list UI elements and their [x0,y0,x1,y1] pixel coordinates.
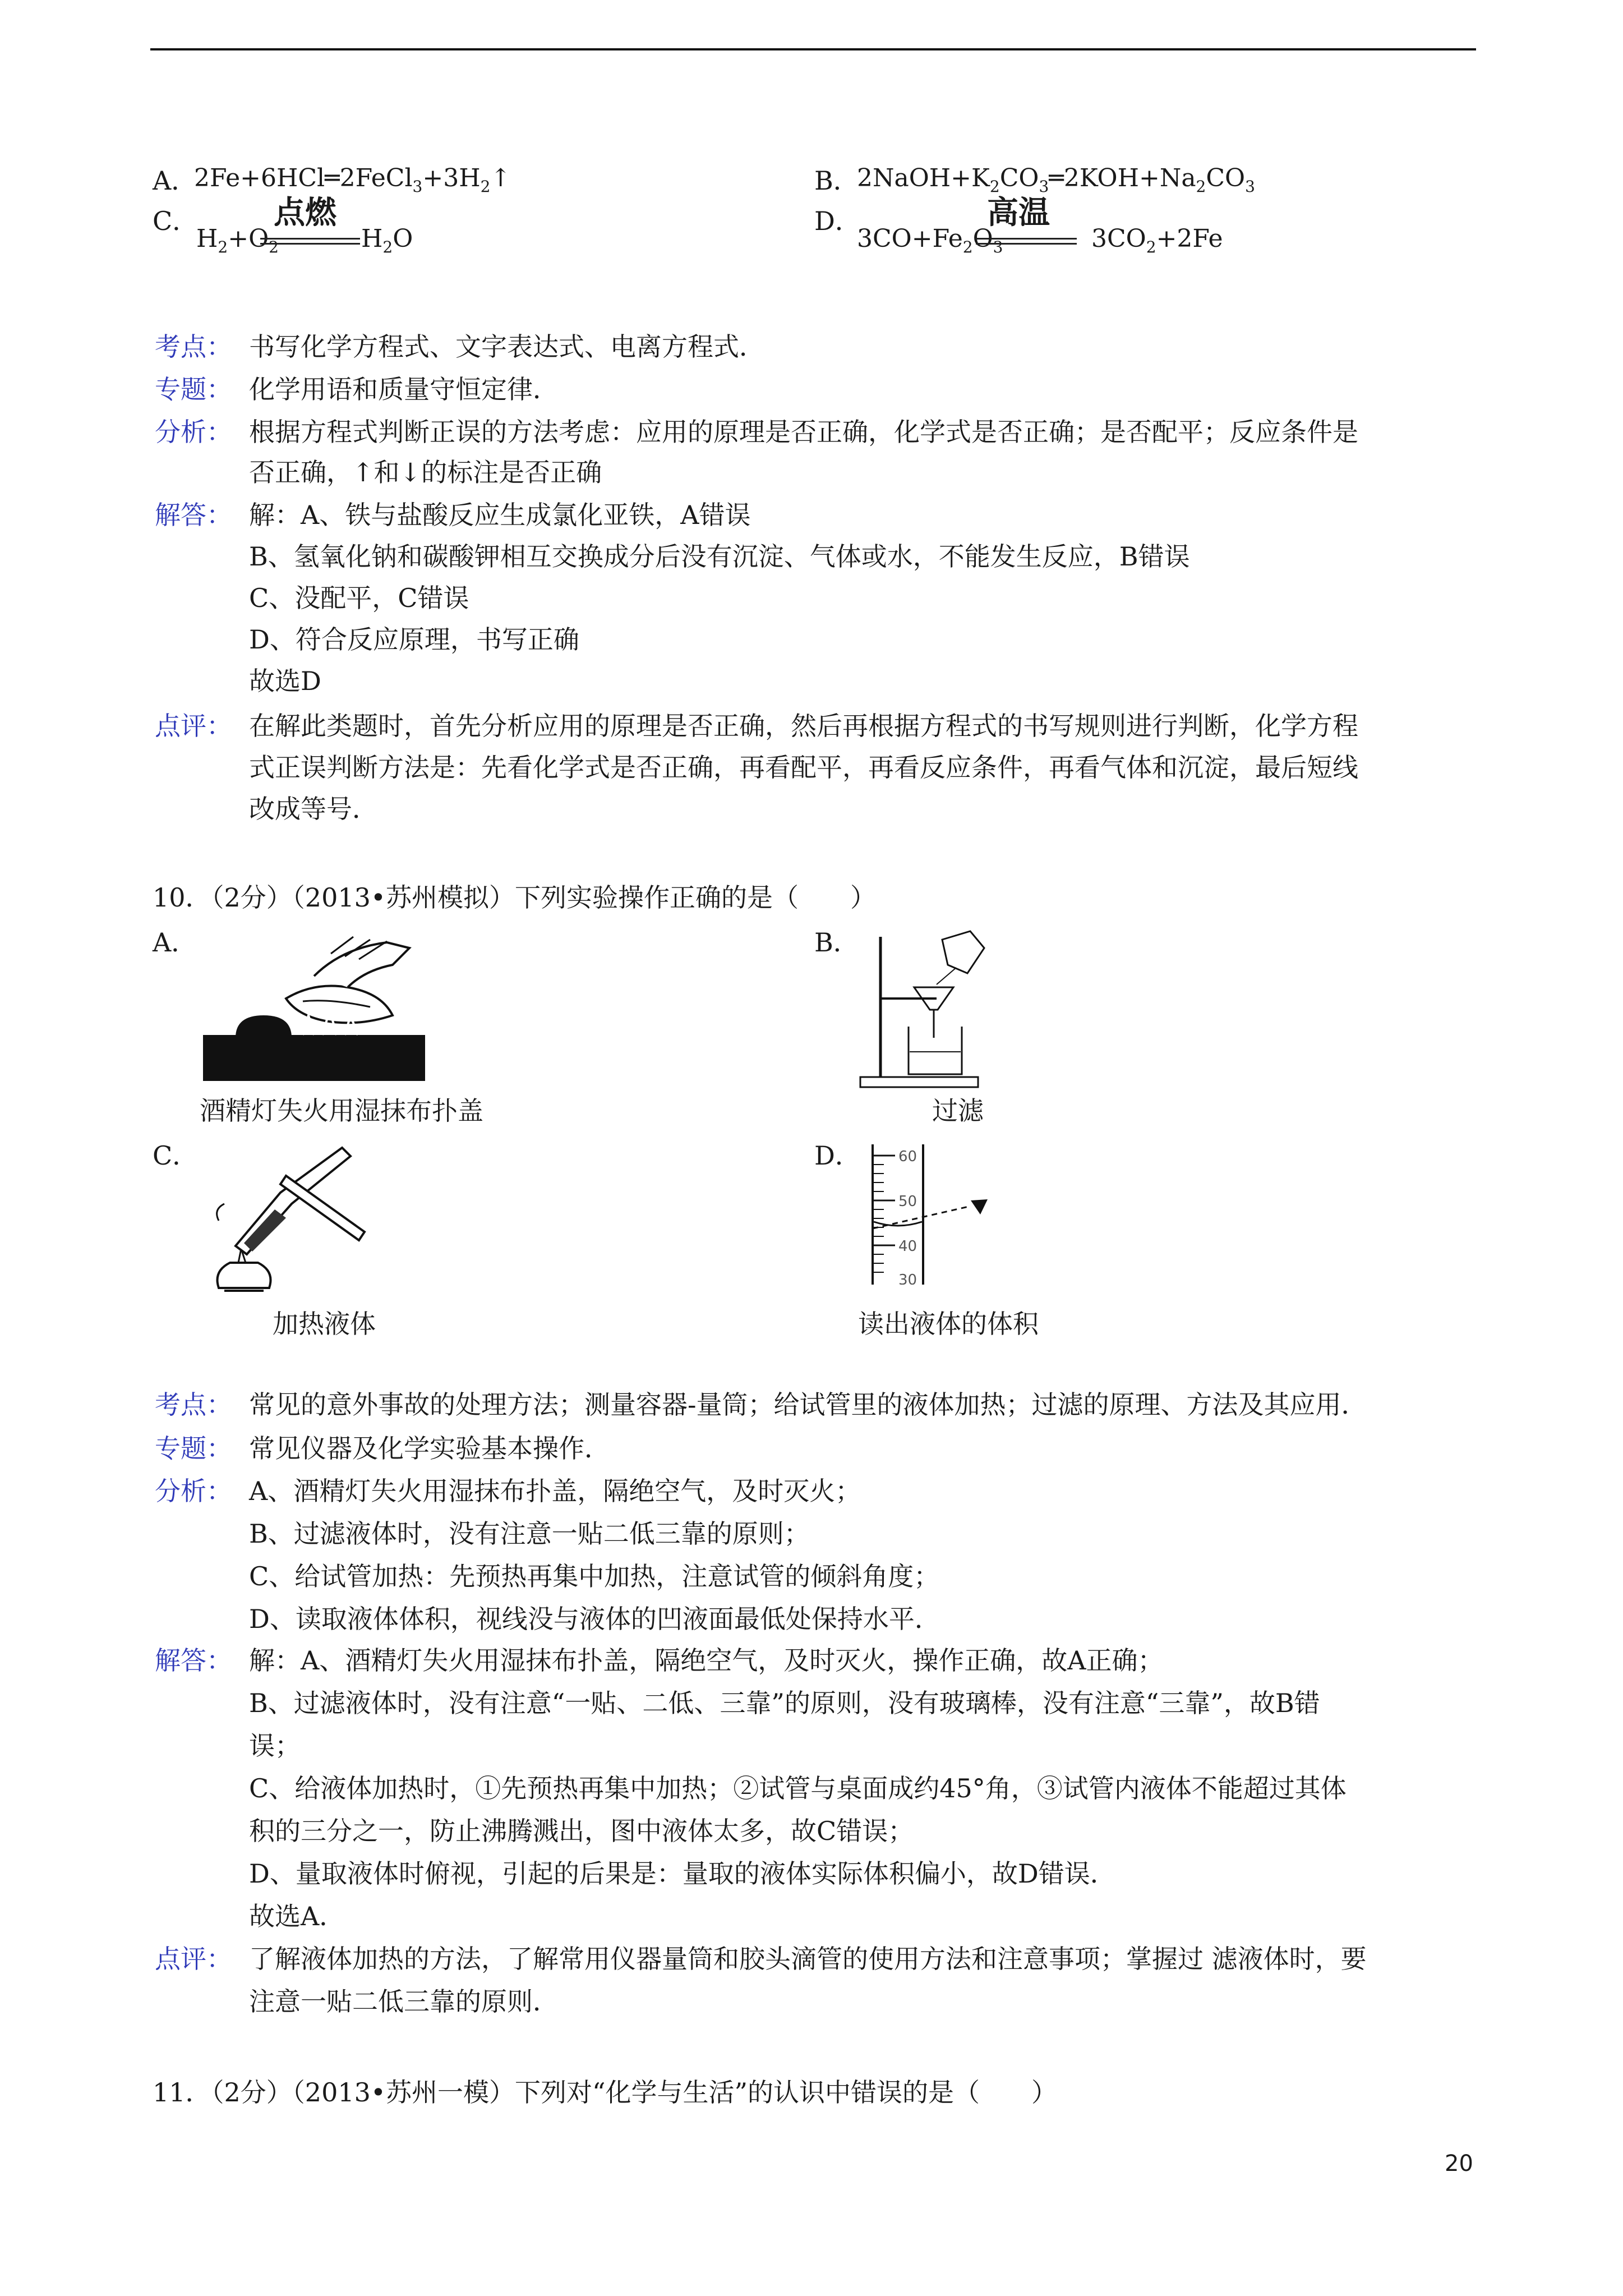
q9-jieda-line-3: C、没配平，C错误 [249,583,469,613]
q11-stem: 11．（2分）（2013•苏州一模）下列对“化学与生活”的认识中错误的是（ ） [153,2077,1058,2108]
cylinder-mark-50: 50 [898,1193,917,1210]
q10-jieda-line-6: D、量取液体时俯视，引起的后果是：量取的液体实际体积偏小，故D错误． [249,1858,1116,1889]
q9-option-a-equation: $2Fe+6HCl═2FeCl_3+3H_2↑$ [194,164,511,196]
graduated-cylinder-figure [861,1144,1002,1285]
q10-jieda-line-1: 解：A、酒精灯失火用湿抹布扑盖，隔绝空气，及时灭火，操作正确，故A正确； [249,1645,1164,1676]
q10-fenxi-line-2: B、过滤液体时，没有注意一贴二低三靠的原则； [249,1519,810,1549]
q10-dianping-line-2: 注意一贴二低三靠的原则． [249,1986,559,2017]
q9-option-b-equation: $2NaOH+K_2CO_3═2KOH+Na_2CO_3$ [857,164,1255,196]
q10-zhuanti-text: 常见仪器及化学实验基本操作． [249,1433,610,1464]
q10-kaodian-label: 考点： [155,1389,232,1420]
q9-zhuanti-text: 化学用语和质量守恒定律． [249,374,559,404]
q10-fenxi-line-4: D、读取液体体积，视线没与液体的凹液面最低处保持水平． [249,1604,940,1634]
q10-jieda-label: 解答： [155,1645,232,1676]
q10-option-c-caption: 加热液体 [273,1309,376,1339]
q9-option-b-letter: B． [814,165,859,196]
q9-jieda-label: 解答： [155,500,232,530]
cylinder-mark-30: 30 [898,1272,917,1285]
q9-dianping-line-3: 改成等号． [249,794,378,824]
cylinder-mark-60: 60 [898,1148,917,1165]
q9-option-c-products: $H_2O$ [361,224,413,256]
q10-option-d-letter: D． [814,1140,861,1171]
q9-option-a-letter: A． [153,165,197,196]
q9-option-d-reactants: $3CO+Fe_2O_3$ [857,224,1003,256]
q9-option-d-condition: 高温 [987,195,1050,231]
q10-kaodian-text: 常见的意外事故的处理方法；测量容器-量筒；给试管里的液体加热；过滤的原理、方法及其应用． [249,1389,1367,1420]
q10-fenxi-label: 分析： [155,1476,232,1506]
q9-dianping-line-2: 式正误判断方法是：先看化学式是否正确，再看配平，再看反应条件，再看气体和沉淀，最后短线 [249,752,1358,783]
q9-option-c-condition: 点燃 [274,195,336,231]
q10-jieda-line-4: C、给液体加热时，①先预热再集中加热；②试管与桌面成约45°角，③试管内液体不能超过其体 [249,1773,1347,1803]
q9-option-c-equals-line [260,238,360,245]
heating-liquid-figure [196,1142,387,1299]
q10-jieda-line-3: 误； [249,1731,301,1761]
q9-option-d-equals-line [976,238,1077,245]
q9-fenxi-label: 分析： [155,417,232,447]
q9-option-d-products: $3CO_2+2Fe$ [1091,224,1223,256]
q9-dianping-line-1: 在解此类题时，首先分析应用的原理是否正确，然后再根据方程式的书写规则进行判断，化学方程 [249,711,1358,741]
q10-option-b-letter: B． [814,927,859,958]
q9-jieda-line-2: B、氢氧化钠和碳酸钾相互交换成分后没有沉淀、气体或水，不能发生反应，B错误 [249,541,1190,572]
q10-option-d-caption: 读出液体的体积 [858,1309,1039,1339]
q9-option-c-reactants: $H_2+O_2$ [196,224,279,256]
q9-option-d-letter: D． [814,206,861,236]
q10-zhuanti-label: 专题： [155,1433,232,1464]
q9-option-c-letter: C． [153,206,199,236]
header-rule [150,48,1476,50]
q9-dianping-label: 点评： [155,711,232,741]
q9-jieda-line-5: 故选D [249,666,321,696]
q9-zhuanti-label: 专题： [155,374,232,404]
cylinder-mark-40: 40 [898,1238,917,1255]
q9-jieda-line-1: 解：A、铁与盐酸反应生成氯化亚铁，A错误 [249,500,751,530]
alcohol-lamp-fire-figure [202,931,426,1083]
q10-option-c-letter: C． [153,1140,199,1171]
q10-stem: 10．（2分）（2013•苏州模拟）下列实验操作正确的是（ ） [153,882,876,913]
filtration-figure [858,926,993,1094]
page-number: 20 [1445,2151,1473,2177]
q10-jieda-line-7: 故选A． [249,1901,345,1931]
q10-jieda-line-5: 积的三分之一，防止沸腾溅出，图中液体太多，故C错误； [249,1816,914,1846]
q10-option-a-letter: A． [153,927,197,958]
q9-fenxi-line-2: 否正确，↑和↓的标注是否正确 [249,457,602,487]
q10-dianping-label: 点评： [155,1944,232,1974]
q10-option-b-caption: 过滤 [932,1096,984,1126]
q10-option-a-caption: 酒精灯失火用湿抹布扑盖 [200,1096,483,1126]
q10-fenxi-line-1: A、酒精灯失火用湿抹布扑盖，隔绝空气，及时灭火； [249,1476,861,1506]
q10-jieda-line-2: B、过滤液体时，没有注意“一贴、二低、三靠”的原则，没有玻璃棒，没有注意“三靠”，故B错 [249,1688,1320,1718]
q10-fenxi-line-3: C、给试管加热：先预热再集中加热，注意试管的倾斜角度； [249,1561,940,1591]
q9-jieda-line-4: D、符合反应原理，书写正确 [249,624,579,655]
q9-kaodian-label: 考点： [155,332,232,362]
q9-fenxi-line-1: 根据方程式判断正误的方法考虑：应用的原理是否正确，化学式是否正确；是否配平；反应条件是 [249,417,1358,447]
q9-kaodian-text: 书写化学方程式、文字表达式、电离方程式． [249,332,765,362]
q10-dianping-line-1: 了解液体加热的方法，了解常用仪器量筒和胶头滴管的使用方法和注意事项；掌握过 滤液体时，要 [249,1944,1367,1974]
